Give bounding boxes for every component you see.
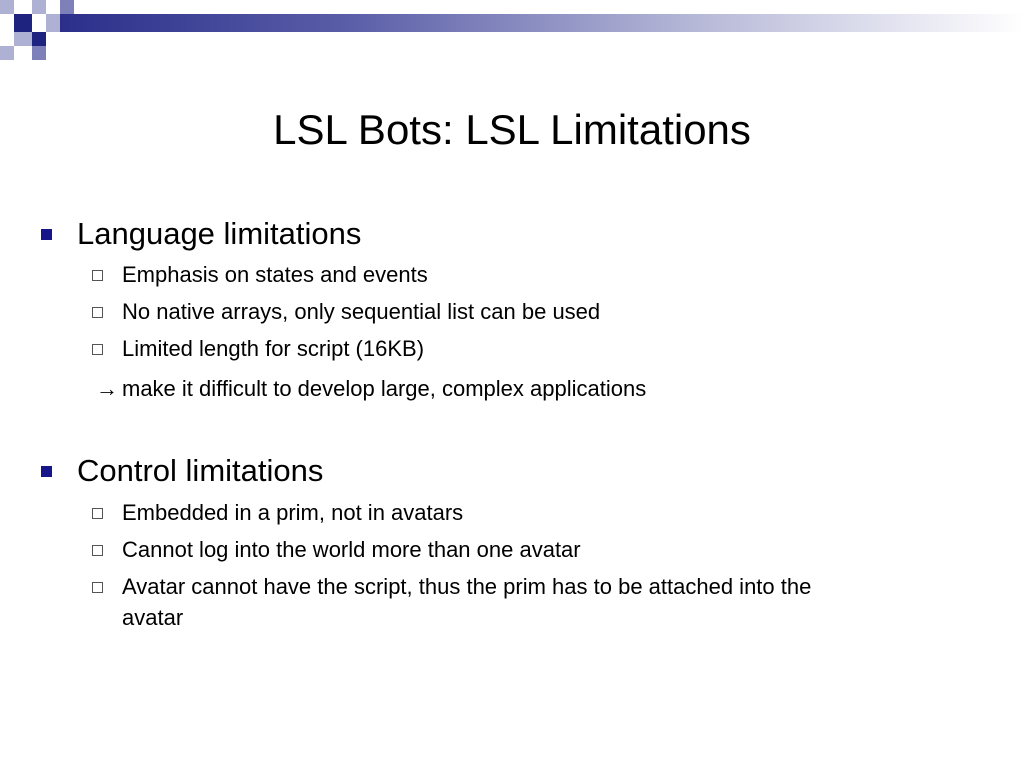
note-text: make it difficult to develop large, complex applications: [122, 376, 647, 401]
list-item-continuation: avatar: [122, 605, 184, 630]
filled-square-bullet-icon: [41, 229, 52, 240]
hollow-square-bullet-icon: [92, 582, 103, 593]
list-item: Limited length for script (16KB): [122, 336, 425, 361]
list-item: Emphasis on states and events: [122, 262, 428, 287]
hollow-square-bullet-icon: [92, 307, 103, 318]
section-heading: Control limitations: [77, 453, 324, 488]
list-item: No native arrays, only sequential list can be used: [122, 299, 601, 324]
hollow-square-bullet-icon: [92, 545, 103, 556]
list-item: Avatar cannot have the script, thus the prim has to be attached into the: [122, 574, 812, 599]
hollow-square-bullet-icon: [92, 270, 103, 281]
hollow-square-bullet-icon: [92, 344, 103, 355]
right-arrow-icon: →: [96, 376, 118, 401]
section-heading: Language limitations: [77, 216, 362, 251]
hollow-square-bullet-icon: [92, 508, 103, 519]
list-item: Embedded in a prim, not in avatars: [122, 500, 464, 525]
list-item: Cannot log into the world more than one avatar: [122, 537, 581, 562]
slide-title: LSL Bots: LSL Limitations: [273, 106, 751, 153]
filled-square-bullet-icon: [41, 466, 52, 477]
